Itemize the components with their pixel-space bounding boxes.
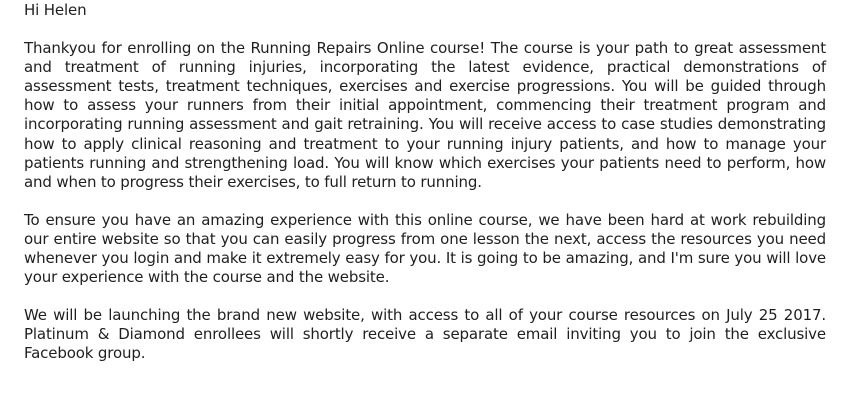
email-paragraph-website-rebuild: To ensure you have an amazing experience with this online course, we have been hard at work rebuilding our entire website so that you can easily progress from one lesson the next, access the resources you need whenever you login and make it extremely easy for you. It is going to be amazing, and I'm sure you will love your experience with the course and the website. [24, 210, 826, 287]
email-paragraph-launch-date: We will be launching the brand new website, with access to all of your course resources on July 25 2017. Platinum & Diamond enrollees will shortly receive a separate email inviting you to join the exclusive Facebook group. [24, 306, 826, 363]
email-greeting: Hi Helen [24, 1, 87, 19]
email-paragraph-course-intro: Thankyou for enrolling on the Running Repairs Online course! The course is your path to great assessment and treatment of running injuries, incorporating the latest evidence, practical demonstrations of assessment tests, treatment techniques, exercises and exercise progressions. You will be guided through how to assess your runners from their initial appointment, commencing their treatment program and incorporating running assessment and gait retraining. You will receive access to case studies demonstrating how to apply clinical reasoning and treatment to your running injury patients, and how to manage your patients running and strengthening load. You will know which exercises your patients need to perform, how and when to progress their exercises, to full return to running. [24, 39, 826, 191]
